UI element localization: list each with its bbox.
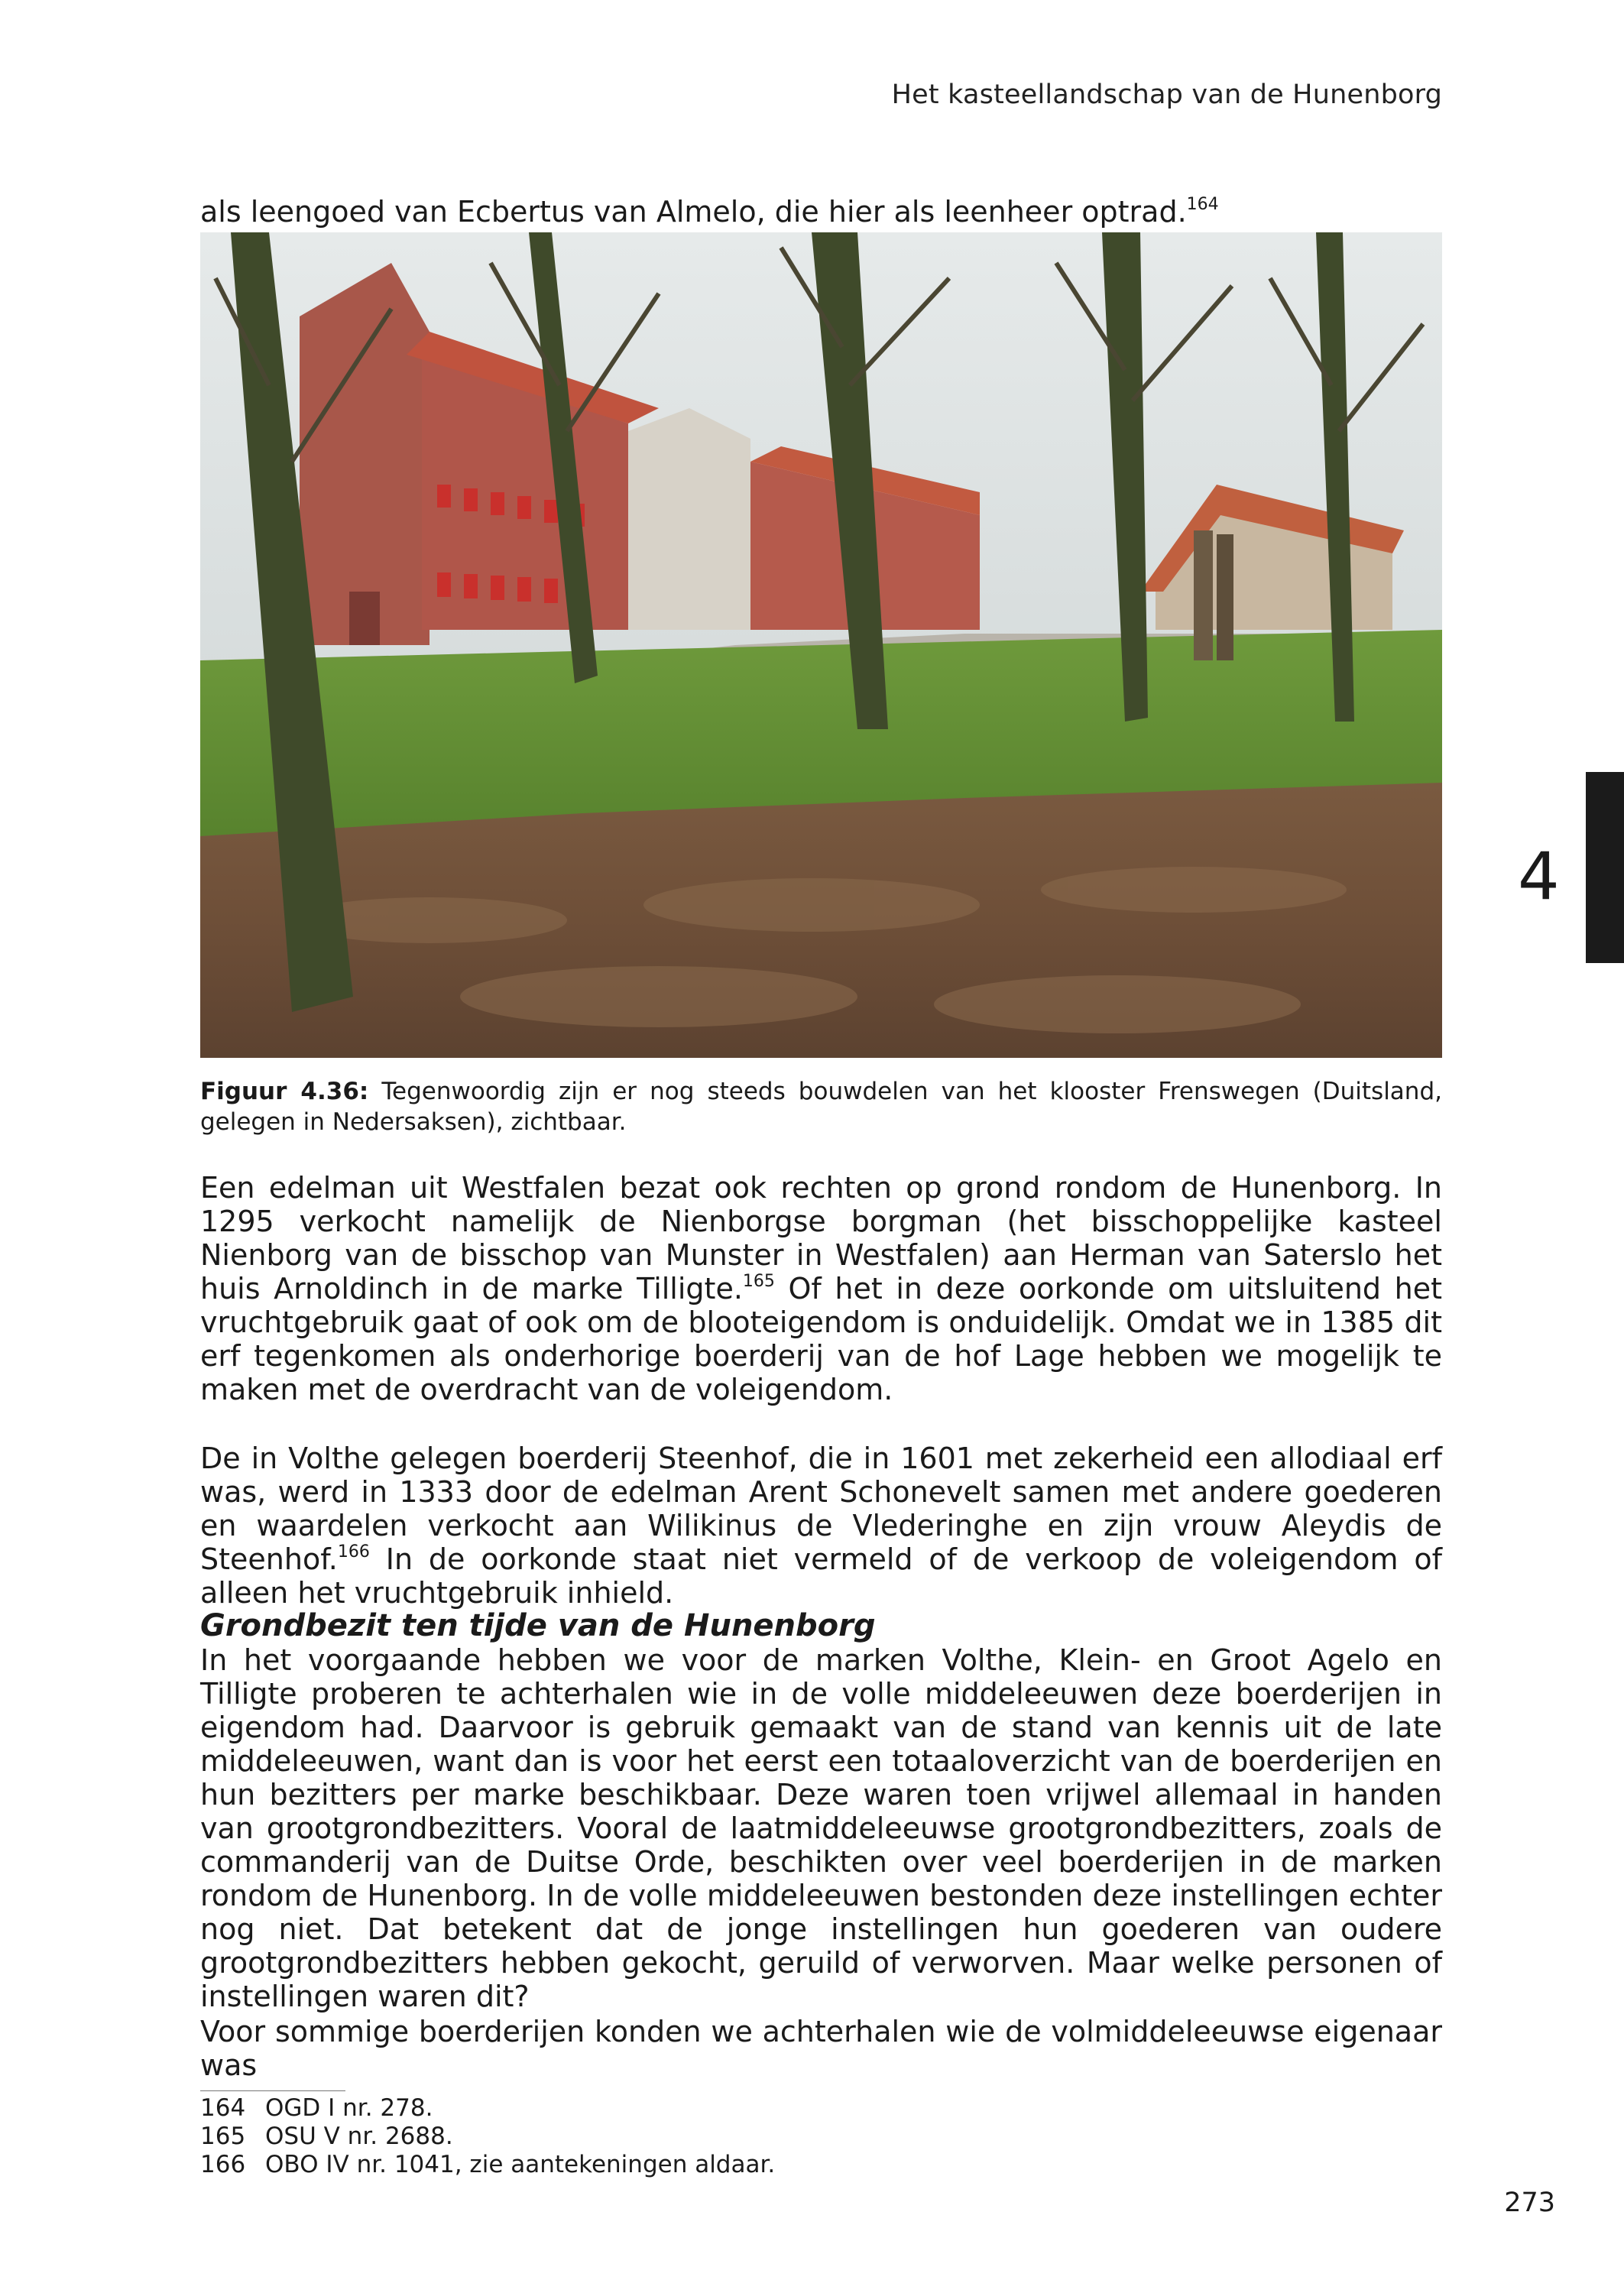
footnote-number: 166 [200, 2151, 246, 2178]
paragraph-2 [200, 1442, 1442, 1610]
footnote-ref-166[interactable]: 166 [337, 1542, 370, 1562]
intro-line [200, 195, 1442, 229]
monastery-photo-illustration [200, 232, 1442, 1058]
footnote-text: OGD I nr. 278. [265, 2094, 433, 2122]
footnote-number: 164 [200, 2094, 246, 2122]
paragraph-2-part2: In de oorkonde staat niet vermeld of de verkoop de voleigendom of alleen het vruchtgebruik inhield. [200, 1542, 1442, 1610]
footnote-166 [200, 2151, 775, 2179]
footnote-number: 165 [200, 2123, 246, 2150]
footnote-ref-164[interactable]: 164 [1186, 195, 1219, 214]
running-header: Het kasteellandschap van de Hunenborg [891, 79, 1442, 110]
footnote-165 [200, 2123, 775, 2151]
figure-label: Figuur 4.36: [200, 1078, 369, 1105]
figure-photo [200, 232, 1442, 1058]
page-number: 273 [1504, 2188, 1555, 2218]
chapter-number: 4 [1518, 838, 1560, 915]
footnote-164 [200, 2094, 775, 2123]
paragraph-1-part2: Of het in deze oorkonde om uitsluitend het vruchtgebruik gaat of ook om de blooteigendom is onduidelijk. Omdat we in 1385 dit erf tegenkomen als onderhorige boerderij van de hof Lage hebben we mogelijk te maken met de overdracht van de voleigendom. [200, 1272, 1442, 1406]
figure-caption [200, 1076, 1442, 1137]
footnote-text: OBO IV nr. 1041, zie aantekeningen aldaar. [265, 2151, 776, 2178]
paragraph-4: Voor sommige boerderijen konden we achterhalen wie de volmiddeleeuwse eigenaar was [200, 2015, 1442, 2082]
intro-text: als leengoed van Ecbertus van Almelo, die hier als leenheer optrad. [200, 195, 1187, 229]
footnote-divider [200, 2090, 345, 2091]
paragraph-2-part1: De in Volthe gelegen boerderij Steenhof, die in 1601 met zekerheid een allodiaal erf was, werd in 1333 door de edelman Arent Schonevelt samen met andere goederen en waardelen verkocht aan Wilikinus de Vlederinghe en zijn vrouw Aleydis de Steenhof. [200, 1442, 1442, 1576]
footnotes [200, 2094, 775, 2179]
paragraph-1-part1: Een edelman uit Westfalen bezat ook rechten op grond rondom de Hunenborg. In 1295 verkocht namelijk de Nienborgse borgman (het bisschoppelijke kasteel Nienborg van de bisschop van Munster in Westfalen) aan Herman van Saterslo het huis Arnoldinch in de marke Tilligte. [200, 1171, 1442, 1305]
footnote-text: OSU V nr. 2688. [265, 2123, 453, 2150]
chapter-tab [1586, 772, 1624, 963]
paragraph-3: In het voorgaande hebben we voor de marken Volthe, Klein- en Groot Agelo en Tilligte proberen te achterhalen wie in de volle middeleeuwen deze boerderijen in eigendom had. Daarvoor is gebruik gemaakt van de stand van kennis uit de late middeleeuwen, want dan is voor het eerst een totaaloverzicht van de boerderijen en hun bezitters per marke beschikbaar. Deze waren toen vrijwel allemaal in handen van grootgrondbezitters. Vooral de laatmiddeleeuwse grootgrondbezitters, zoals de commanderij van de Duitse Orde, beschikten over veel boerderijen in de marken rondom de Hunenborg. In de volle middeleeuwen bestonden deze instellingen echter nog niet. Dat betekent dat de jonge instellingen hun goederen van oudere grootgrondbezitters hebben gekocht, geruild of verworven. Maar welke personen of instellingen waren dit? [200, 1643, 1442, 2013]
footnote-ref-165[interactable]: 165 [742, 1272, 775, 1291]
section-heading: Grondbezit ten tijde van de Hunenborg [200, 1608, 876, 1643]
figure-caption-text: Tegenwoordig zijn er nog steeds bouwdelen van het klooster Frenswegen (Duitsland, gelegen in Nedersaksen), zichtbaar. [200, 1078, 1442, 1136]
paragraph-1 [200, 1171, 1442, 1406]
